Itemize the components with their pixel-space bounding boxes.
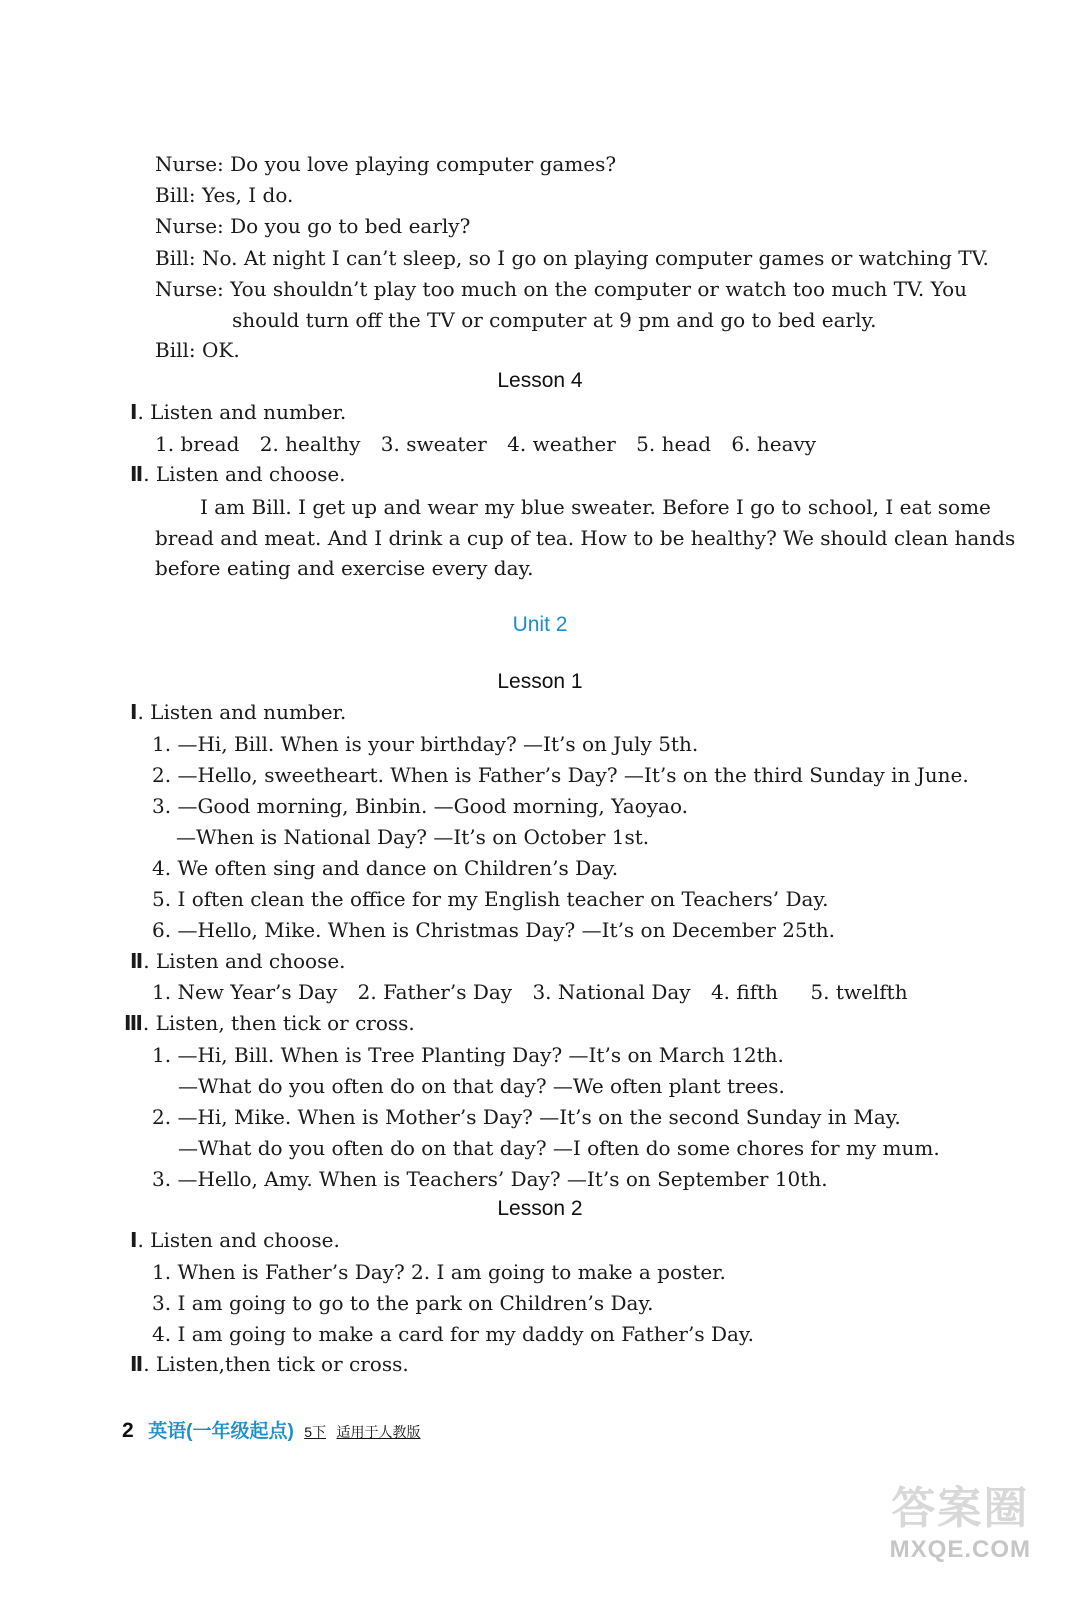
lesson1-section-1 [130,700,346,725]
choice-item: 2. Father’s Day [357,980,513,1004]
lesson1-tick-1a: 1. —Hi, Bill. When is Tree Planting Day? —It’s on March 12th. [152,1043,784,1067]
lesson1-tick-1b: —What do you often do on that day? —We often plant trees. [178,1074,785,1098]
lesson1-section-3 [124,1011,415,1036]
dialog-line-5: Nurse: You shouldn’t play too much on the computer or watch too much TV. You [155,277,968,301]
lesson2-title: Lesson 2 [497,1197,583,1220]
section-title: . Listen,then tick or cross. [143,1352,409,1376]
lesson4-paragraph-line-3: before eating and exercise every day. [155,556,534,580]
lesson1-tick-2a: 2. —Hi, Mike. When is Mother’s Day? —It’s on the second Sunday in May. [152,1105,901,1129]
lesson4-title: Lesson 4 [497,369,583,392]
lesson4-paragraph-line-1: I am Bill. I get up and wear my blue sweater. Before I go to school, I eat some [200,495,991,519]
lesson1-item-1: 1. —Hi, Bill. When is your birthday? —It’s on July 5th. [152,732,699,756]
lesson1-item-2: 2. —Hello, sweetheart. When is Father’s Day? —It’s on the third Sunday in June. [152,763,969,787]
lesson1-item-4: 4. We often sing and dance on Children’s Day. [152,856,619,880]
lesson1-title: Lesson 1 [497,670,583,693]
section-title: . Listen and choose. [137,1228,340,1252]
page-number: 2 [122,1419,134,1442]
section-title: . Listen, then tick or cross. [142,1011,415,1035]
lesson2-choice-1: 1. When is Father’s Day? 2. I am going to make a poster. [152,1260,726,1284]
section-title: . Listen and number. [137,700,347,724]
roman-numeral: Ⅰ [130,1230,138,1252]
roman-numeral: Ⅰ [130,402,138,424]
choice-item: 4. fifth [710,980,779,1004]
lesson1-tick-3: 3. —Hello, Amy. When is Teachers’ Day? —It’s on September 10th. [152,1167,828,1191]
section-title: . Listen and choose. [143,462,346,486]
site-watermark [890,1472,1031,1564]
word-item: 3. sweater [380,432,487,456]
roman-numeral: Ⅱ [130,951,144,973]
lesson4-word-list [155,432,816,456]
word-item: 1. bread [155,432,240,456]
lesson1-tick-2b: —What do you often do on that day? —I often do some chores for my mum. [178,1136,940,1160]
roman-numeral: Ⅱ [130,1354,144,1376]
choice-item: 3. National Day [532,980,691,1004]
dialog-line-1: Nurse: Do you love playing computer games? [155,152,617,176]
page-footer [122,1416,421,1443]
lesson1-item-6: 6. —Hello, Mike. When is Christmas Day? —It’s on December 25th. [152,918,835,942]
word-item: 2. healthy [259,432,361,456]
choice-item: 1. New Year’s Day [152,980,338,1004]
watermark-logo-text: 答案圈 [891,1484,1030,1533]
section-title: . Listen and choose. [143,949,346,973]
lesson1-item-3a: 3. —Good morning, Binbin. —Good morning, Yaoyao. [152,794,689,818]
lesson2-choice-3: 4. I am going to make a card for my daddy on Father’s Day. [152,1322,754,1346]
roman-numeral: Ⅱ [130,464,144,486]
lesson2-section-2 [130,1352,409,1377]
word-item: 4. weather [507,432,616,456]
watermark-url: MXQE.COM [889,1536,1031,1563]
book-subject: 英语(一年级起点) [148,1421,294,1442]
word-item: 5. head [636,432,712,456]
dialog-line-3: Nurse: Do you go to bed early? [155,214,471,238]
section-title: . Listen and number. [137,400,347,424]
dialog-line-7: Bill: OK. [155,338,240,362]
roman-numeral: Ⅲ [124,1013,143,1035]
unit-title: Unit 2 [512,613,568,636]
lesson1-item-3b: —When is National Day? —It’s on October 1st. [176,825,650,849]
lesson4-section-2 [130,462,346,487]
book-edition: 适用于人教版 [336,1424,421,1440]
lesson4-paragraph-line-2: bread and meat. And I drink a cup of tea. How to be healthy? We should clean hands [155,526,1016,550]
book-grade: 5下 [304,1424,327,1440]
lesson2-choice-2: 3. I am going to go to the park on Children’s Day. [152,1291,654,1315]
lesson1-item-5: 5. I often clean the office for my English teacher on Teachers’ Day. [152,887,829,911]
lesson1-section-2 [130,949,346,974]
word-item: 6. heavy [731,432,817,456]
choice-item: 5. twelfth [810,980,908,1004]
lesson2-section-1 [130,1228,340,1253]
lesson4-section-1 [130,400,346,425]
lesson1-choice-list [152,980,908,1004]
dialog-line-6: should turn off the TV or computer at 9 pm and go to bed early. [232,308,877,332]
dialog-line-2: Bill: Yes, I do. [155,183,294,207]
dialog-line-4: Bill: No. At night I can’t sleep, so I go on playing computer games or watching TV. [155,246,989,270]
roman-numeral: Ⅰ [130,702,138,724]
